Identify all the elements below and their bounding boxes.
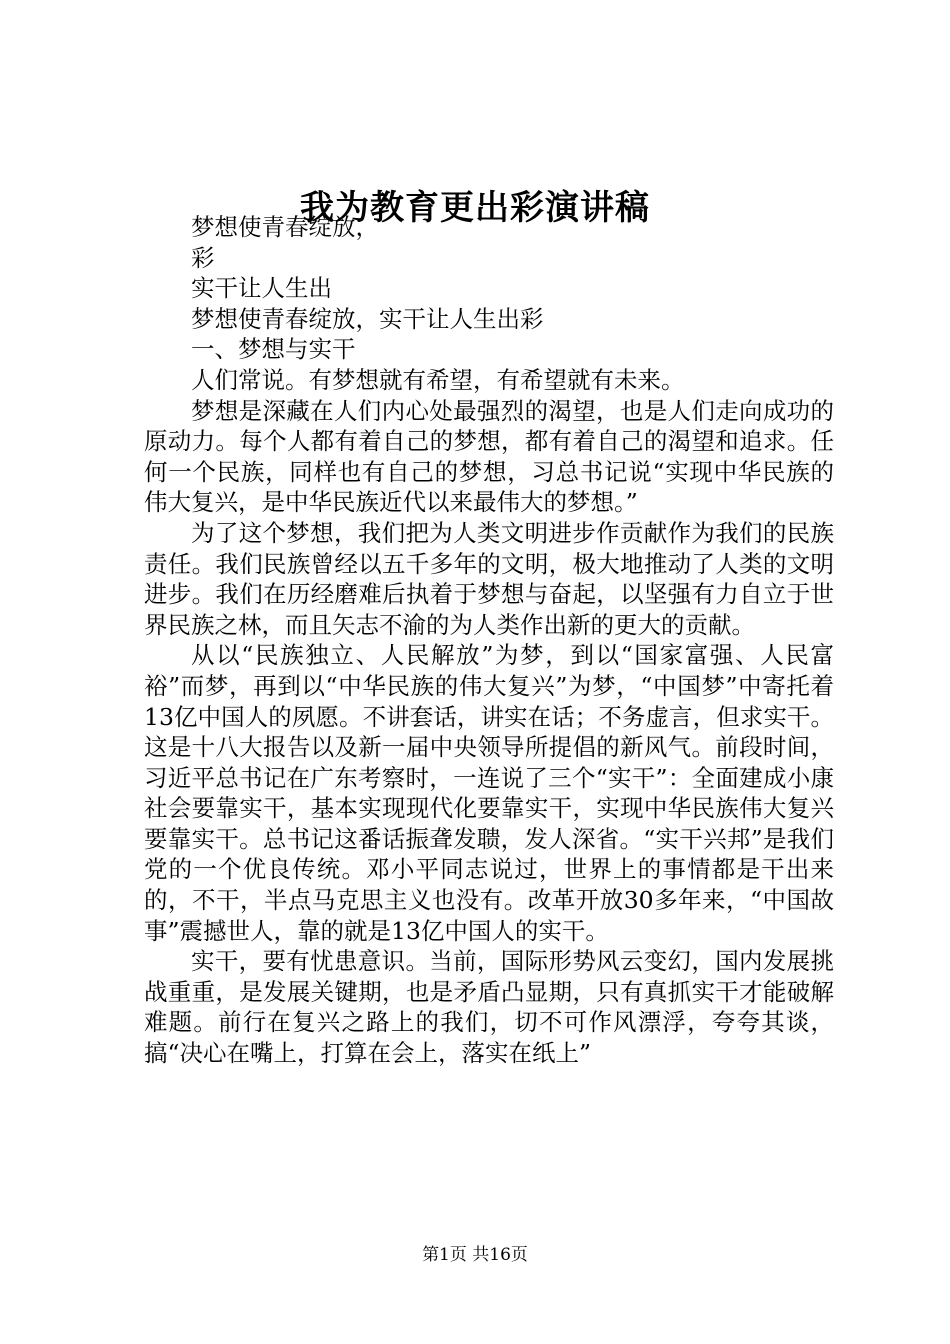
page-footer: 第1页 共16页 bbox=[422, 1245, 528, 1265]
page-title: 我为教育更出彩演讲稿 bbox=[300, 188, 650, 228]
paragraph: 实干，要有忧患意识。当前，国际形势风云变幻，国内发展挑战重重，是发展关键期，也是矛盾凸显期，只有真抓实干才能破解难题。前行在复兴之路上的我们，切不可作风漂浮，夸夸其谈，搞“决心在嘴上，打算在会上，落实在纸上” bbox=[144, 947, 834, 1068]
paragraph: 梦想使青春绽放，实干让人生出彩 bbox=[191, 304, 544, 333]
paragraph: 梦想使青春绽放， bbox=[191, 213, 379, 241]
paragraph: 实干让人生出 bbox=[191, 274, 332, 303]
section-heading: 一、梦想与实干 bbox=[191, 335, 356, 364]
paragraph: 为了这个梦想，我们把为人类文明进步作贡献作为我们的民族责任。我们民族曾经以五千多年的文明，极大地推动了人类的文明进步。我们在历经磨难后执着于梦想与奋起，以坚强有力自立于世界民族之林，而且矢志不渝的为人类作出新的更大的贡献。 bbox=[144, 518, 834, 639]
document-body bbox=[144, 212, 834, 1069]
paragraph: 人们常说。有梦想就有希望，有希望就有未来。 bbox=[191, 365, 685, 394]
paragraph: 梦想是深藏在人们内心处最强烈的渴望，也是人们走向成功的原动力。每个人都有着自己的梦想，都有着自己的渴望和追求。任何一个民族，同样也有自己的梦想，习总书记说“实现中华民族的伟大复兴，是中华民族近代以来最伟大的梦想。” bbox=[144, 396, 834, 517]
paragraph: 从以“民族独立、人民解放”为梦，到以“国家富强、人民富裕”而梦，再到以“中华民族的伟大复兴”为梦，“中国梦”中寄托着13亿中国人的夙愿。不讲套话，讲实在话；不务虚言，但求实干。这是十八大报告以及新一届中央领导所提倡的新风气。前段时间，习近平总书记在广东考察时，一连说了三个“实干”：全面建成小康社会要靠实干，基本实现现代化要靠实干，实现中华民族伟大复兴要靠实干。总书记这番话振聋发聩，发人深省。“实干兴邦”是我们党的一个优良传统。邓小平同志说过，世界上的事情都是干出来的，不干，半点马克思主义也没有。改革开放30多年来，“中国故事”震撼世人，靠的就是13亿中国人的实干。 bbox=[144, 641, 834, 945]
paragraph: 彩 bbox=[191, 243, 215, 272]
